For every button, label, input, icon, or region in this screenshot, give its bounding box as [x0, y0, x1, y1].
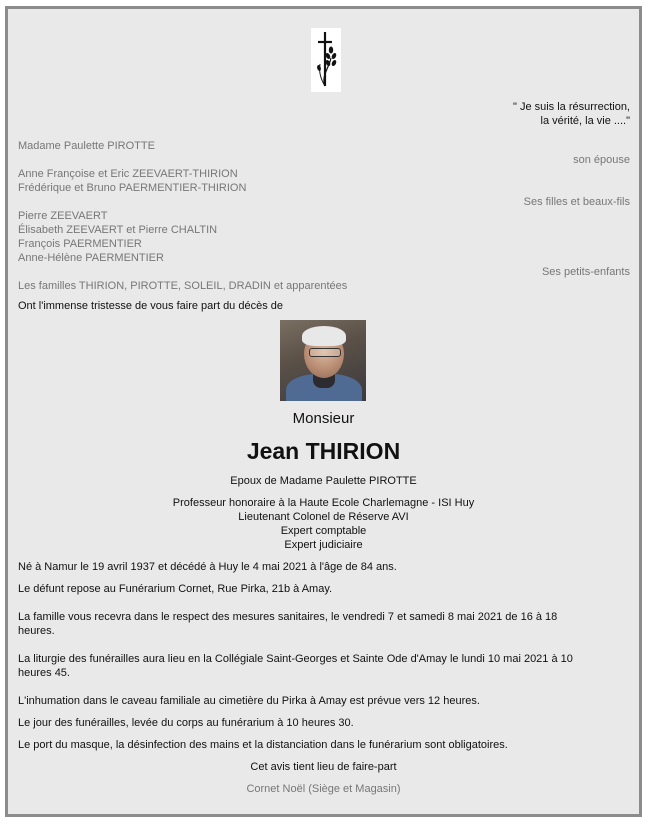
procession-line: Le jour des funérailles, levée du corps au funérarium à 10 heures 30. [18, 717, 354, 729]
grandchild: Pierre ZEEVAERT [18, 210, 108, 222]
daughter-couple: Frédérique et Bruno PAERMENTIER-THIRION [18, 182, 247, 194]
deceased-name: Jean THIRION [246, 438, 401, 464]
liturgy-line: La liturgie des funérailles aura lieu en la Collégiale Saint-Georges et Sainte Ode d'Amay le lundi 10 mai 2021 à 10 [18, 653, 573, 665]
obituary-card [5, 6, 642, 817]
portrait-photo [280, 320, 366, 401]
daughters-role: Ses filles et beaux-fils [523, 196, 630, 208]
grandchild: François PAERMENTIER [18, 238, 142, 250]
deceased-role: Lieutenant Colonel de Réserve AVI [238, 511, 409, 523]
grandchildren-role: Ses petits-enfants [541, 266, 630, 278]
sanitary-line: Le port du masque, la désinfection des mains et la distanciation dans le funérarium sont obligatoires. [18, 739, 508, 751]
deceased-role: Professeur honoraire à la Haute Ecole Charlemagne - ISI Huy [172, 497, 475, 509]
liturgy-line-cont: heures 45. [18, 667, 70, 679]
quote-line-1: " Je suis la résurrection, [512, 101, 630, 113]
notice-line: Cet avis tient lieu de faire-part [250, 761, 397, 773]
visitation-line: La famille vous recevra dans le respect des mesures sanitaires, le vendredi 7 et samedi 8 mai 2021 de 16 à 18 [18, 611, 558, 623]
rest-line: Le défunt repose au Funérarium Cornet, Rue Pirka, 21b à Amay. [18, 583, 333, 595]
deceased-role: Expert comptable [280, 525, 367, 537]
deceased-title: Monsieur [292, 410, 355, 427]
grandchild: Anne-Hélène PAERMENTIER [18, 252, 164, 264]
funeral-home-name: Cornet Noël (Siège et Magasin) [246, 783, 401, 795]
visitation-line-cont: heures. [18, 625, 55, 637]
grandchild: Élisabeth ZEEVAERT et Pierre CHALTIN [18, 224, 218, 236]
deceased-role: Expert judiciaire [284, 539, 363, 551]
spouse-line: Epoux de Madame Paulette PIROTTE [230, 475, 417, 487]
announcement-intro: Ont l'immense tristesse de vous faire part du décès de [18, 300, 284, 312]
spouse-role: son épouse [573, 154, 630, 166]
related-families: Les familles THIRION, PIROTTE, SOLEIL, DRADIN et apparentées [18, 280, 348, 292]
quote-line-2: la vérité, la vie ...." [540, 115, 630, 127]
daughter-couple: Anne Françoise et Eric ZEEVAERT-THIRION [18, 168, 238, 180]
cross-wheat-icon [311, 28, 341, 92]
spouse-name: Madame Paulette PIROTTE [18, 140, 155, 152]
birth-death-line: Né à Namur le 19 avril 1937 et décédé à Huy le 4 mai 2021 à l'âge de 84 ans. [18, 561, 397, 573]
burial-line: L'inhumation dans le caveau familiale au cimetière du Pirka à Amay est prévue vers 12 heures. [18, 695, 480, 707]
